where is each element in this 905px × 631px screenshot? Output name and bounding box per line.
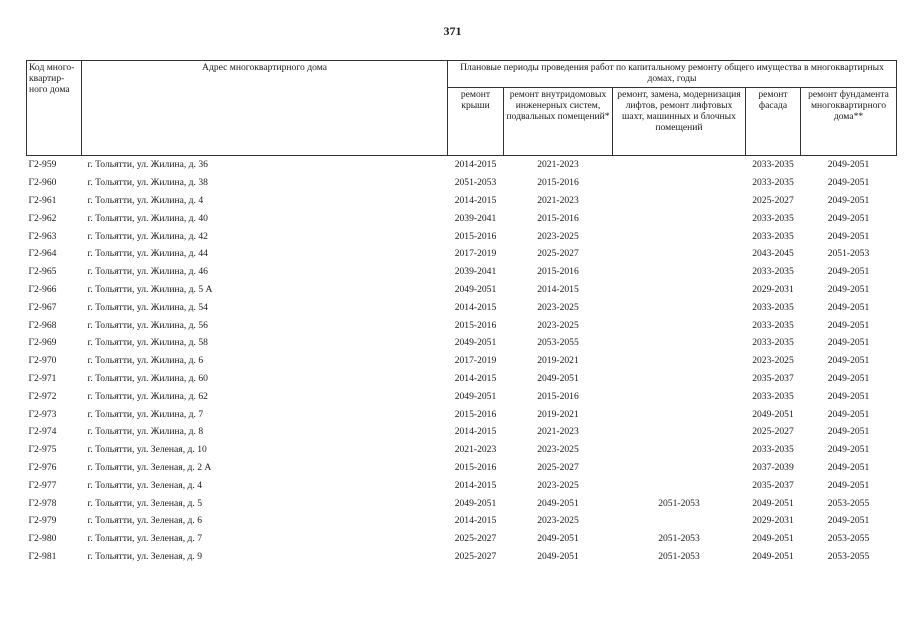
header-foundation: ремонт фундамента многоквартирного дома**: [801, 88, 897, 156]
elevator-period-cell: 2051-2053: [658, 497, 700, 509]
table-row: [27, 281, 897, 299]
house-code-cell: Г2-968: [28, 319, 57, 331]
engineering-period-cell: 2021-2023: [537, 194, 579, 206]
table-row: [27, 227, 897, 245]
foundation-period-cell: 2053-2055: [827, 497, 870, 509]
elevator-period-cell: [613, 512, 746, 530]
header-address: Адрес многоквартирного дома: [82, 61, 448, 156]
house-code-cell: Г2-961: [28, 194, 57, 206]
elevator-period-cell: [613, 370, 746, 388]
foundation-period-cell: 2049-2051: [827, 444, 870, 456]
facade-period-cell: 2033-2035: [752, 390, 794, 402]
facade-period-cell: 2049-2051: [752, 533, 794, 545]
house-code-cell: Г2-969: [28, 337, 57, 349]
roof-period-cell: 2015-2016: [454, 230, 497, 242]
house-code-cell: Г2-976: [28, 461, 57, 473]
address-cell: г. Тольятти, ул. Жилина, д. 8: [87, 426, 204, 438]
table-row: [27, 548, 897, 566]
facade-period-cell: 2049-2051: [752, 550, 794, 562]
foundation-period-cell: 2049-2051: [827, 283, 870, 295]
house-code-cell: Г2-974: [28, 426, 57, 438]
table-row: [27, 334, 897, 352]
elevator-period-cell: [613, 281, 746, 299]
table-row: [27, 441, 897, 459]
foundation-period-cell: 2049-2051: [827, 230, 870, 242]
table-row: [27, 298, 897, 316]
facade-period-cell: 2033-2035: [752, 177, 794, 189]
engineering-period-cell: 2014-2015: [537, 283, 579, 295]
roof-period-cell: 2017-2019: [454, 355, 497, 367]
elevator-period-cell: 2051-2053: [658, 550, 700, 562]
address-cell: г. Тольятти, ул. Жилина, д. 5 А: [87, 283, 213, 295]
roof-period-cell: 2049-2051: [454, 337, 497, 349]
elevator-period-cell: [613, 209, 746, 227]
roof-period-cell: 2049-2051: [454, 497, 497, 509]
header-code: Код много-квартир-ного дома: [27, 61, 82, 156]
address-cell: г. Тольятти, ул. Жилина, д. 46: [87, 266, 208, 278]
house-code-cell: Г2-964: [28, 248, 57, 260]
address-cell: г. Тольятти, ул. Жилина, д. 6: [87, 355, 204, 367]
roof-period-cell: 2014-2015: [454, 426, 497, 438]
facade-period-cell: 2029-2031: [752, 283, 794, 295]
roof-period-cell: 2039-2041: [454, 212, 497, 224]
table-row: [27, 209, 897, 227]
house-code-cell: Г2-966: [28, 283, 57, 295]
house-code-cell: Г2-962: [28, 212, 57, 224]
address-cell: г. Тольятти, ул. Жилина, д. 56: [87, 319, 208, 331]
foundation-period-cell: 2053-2055: [827, 533, 870, 545]
header-facade: ремонт фасада: [746, 88, 801, 156]
house-code-cell: Г2-965: [28, 266, 57, 278]
table-body: [27, 156, 897, 566]
engineering-period-cell: 2023-2025: [537, 444, 579, 456]
elevator-period-cell: [613, 423, 746, 441]
address-cell: г. Тольятти, ул. Жилина, д. 60: [87, 372, 208, 384]
foundation-period-cell: 2049-2051: [827, 515, 870, 527]
address-cell: г. Тольятти, ул. Жилина, д. 38: [87, 177, 208, 189]
foundation-period-cell: 2049-2051: [801, 156, 897, 174]
address-cell: г. Тольятти, ул. Жилина, д. 62: [87, 390, 208, 402]
roof-period-cell: 2051-2053: [454, 177, 497, 189]
facade-period-cell: 2025-2027: [752, 426, 794, 438]
table-row: [27, 316, 897, 334]
table-row: [27, 459, 897, 477]
elevator-period-cell: [613, 459, 746, 477]
engineering-period-cell: 2025-2027: [537, 461, 579, 473]
house-code-cell: Г2-959: [27, 156, 82, 174]
house-code-cell: Г2-975: [28, 444, 57, 456]
foundation-period-cell: 2049-2051: [827, 177, 870, 189]
header-elevator: ремонт, замена, модернизация лифтов, ремонт лифтовых шахт, машинных и блочных помещений: [613, 88, 746, 156]
foundation-period-cell: 2053-2055: [827, 550, 870, 562]
repair-schedule-table: [26, 60, 897, 565]
foundation-period-cell: 2049-2051: [827, 390, 870, 402]
facade-period-cell: 2023-2025: [752, 355, 794, 367]
elevator-period-cell: [613, 405, 746, 423]
foundation-period-cell: 2049-2051: [827, 479, 870, 491]
facade-period-cell: 2035-2037: [752, 372, 794, 384]
house-code-cell: Г2-971: [28, 372, 57, 384]
house-code-cell: Г2-960: [28, 177, 57, 189]
table-row: [27, 405, 897, 423]
foundation-period-cell: 2049-2051: [827, 461, 870, 473]
roof-period-cell: 2049-2051: [454, 283, 497, 295]
elevator-period-cell: 2051-2053: [658, 533, 700, 545]
house-code-cell: Г2-981: [28, 550, 57, 562]
engineering-period-cell: 2049-2051: [537, 372, 579, 384]
address-cell: г. Тольятти, ул. Жилина, д. 7: [87, 408, 204, 420]
foundation-period-cell: 2049-2051: [827, 426, 870, 438]
house-code-cell: Г2-963: [28, 230, 57, 242]
roof-period-cell: 2014-2015: [454, 479, 497, 491]
elevator-period-cell: [613, 476, 746, 494]
house-code-cell: Г2-977: [28, 479, 57, 491]
foundation-period-cell: 2049-2051: [827, 355, 870, 367]
roof-period-cell: 2014-2015: [454, 515, 497, 527]
elevator-period-cell: [613, 174, 746, 192]
address-cell: г. Тольятти, ул. Жилина, д. 44: [87, 248, 208, 260]
house-code-cell: Г2-970: [28, 355, 57, 367]
facade-period-cell: 2033-2035: [752, 337, 794, 349]
engineering-period-cell: 2021-2023: [504, 156, 613, 174]
elevator-period-cell: [613, 316, 746, 334]
address-cell: г. Тольятти, ул. Жилина, д. 4: [87, 194, 204, 206]
elevator-period-cell: [613, 156, 746, 174]
house-code-cell: Г2-978: [28, 497, 57, 509]
foundation-period-cell: 2049-2051: [827, 301, 870, 313]
facade-period-cell: 2043-2045: [752, 248, 794, 260]
engineering-period-cell: 2049-2051: [537, 533, 579, 545]
elevator-period-cell: [613, 352, 746, 370]
elevator-period-cell: [613, 245, 746, 263]
address-cell: г. Тольятти, ул. Зеленая, д. 5: [87, 497, 202, 509]
table-row: [27, 245, 897, 263]
table-row: [27, 263, 897, 281]
roof-period-cell: 2017-2019: [454, 248, 497, 260]
elevator-period-cell: [613, 192, 746, 210]
table-row: [27, 156, 897, 174]
header-row-top: [27, 61, 897, 88]
house-code-cell: Г2-980: [28, 533, 57, 545]
table-row: [27, 423, 897, 441]
roof-period-cell: 2025-2027: [454, 550, 497, 562]
roof-period-cell: 2021-2023: [454, 444, 497, 456]
table-row: [27, 494, 897, 512]
address-cell: г. Тольятти, ул. Жилина, д. 40: [87, 212, 208, 224]
table-row: [27, 530, 897, 548]
elevator-period-cell: [613, 263, 746, 281]
elevator-period-cell: [613, 334, 746, 352]
header-roof: ремонт крыши: [448, 88, 504, 156]
foundation-period-cell: 2049-2051: [827, 408, 870, 420]
address-cell: г. Тольятти, ул. Зеленая, д. 10: [87, 444, 207, 456]
roof-period-cell: 2014-2015: [454, 194, 497, 206]
roof-period-cell: 2015-2016: [454, 319, 497, 331]
engineering-period-cell: 2049-2051: [537, 497, 579, 509]
address-cell: г. Тольятти, ул. Зеленая, д. 4: [87, 479, 202, 491]
address-cell: г. Тольятти, ул. Жилина, д. 58: [87, 337, 208, 349]
foundation-period-cell: 2049-2051: [827, 372, 870, 384]
roof-period-cell: 2014-2015: [454, 372, 497, 384]
elevator-period-cell: [613, 441, 746, 459]
house-code-cell: Г2-979: [28, 515, 57, 527]
foundation-period-cell: 2051-2053: [827, 248, 870, 260]
foundation-period-cell: 2049-2051: [827, 319, 870, 331]
facade-period-cell: 2035-2037: [752, 479, 794, 491]
elevator-period-cell: [613, 387, 746, 405]
engineering-period-cell: 2023-2025: [537, 301, 579, 313]
facade-period-cell: 2037-2039: [752, 461, 794, 473]
table-row: [27, 387, 897, 405]
elevator-period-cell: [613, 227, 746, 245]
foundation-period-cell: 2049-2051: [827, 266, 870, 278]
engineering-period-cell: 2015-2016: [537, 212, 579, 224]
table-row: [27, 370, 897, 388]
facade-period-cell: 2033-2035: [752, 444, 794, 456]
roof-period-cell: 2039-2041: [454, 266, 497, 278]
engineering-period-cell: 2023-2025: [537, 515, 579, 527]
engineering-period-cell: 2025-2027: [537, 248, 579, 260]
table-row: [27, 352, 897, 370]
table-row: [27, 512, 897, 530]
facade-period-cell: 2049-2051: [752, 497, 794, 509]
roof-period-cell: 2014-2015: [448, 156, 504, 174]
engineering-period-cell: 2015-2016: [537, 390, 579, 402]
roof-period-cell: 2014-2015: [454, 301, 497, 313]
facade-period-cell: 2033-2035: [752, 212, 794, 224]
address-cell: г. Тольятти, ул. Зеленая, д. 7: [87, 533, 202, 545]
facade-period-cell: 2033-2035: [752, 301, 794, 313]
engineering-period-cell: 2049-2051: [537, 550, 579, 562]
facade-period-cell: 2033-2035: [746, 156, 801, 174]
engineering-period-cell: 2015-2016: [537, 177, 579, 189]
address-cell: г. Тольятти, ул. Зеленая, д. 6: [87, 515, 202, 527]
roof-period-cell: 2025-2027: [454, 533, 497, 545]
address-cell: г. Тольятти, ул. Зеленая, д. 2 А: [87, 461, 212, 473]
facade-period-cell: 2033-2035: [752, 266, 794, 278]
table-row: [27, 174, 897, 192]
engineering-period-cell: 2053-2055: [537, 337, 579, 349]
foundation-period-cell: 2049-2051: [827, 337, 870, 349]
house-code-cell: Г2-967: [28, 301, 57, 313]
foundation-period-cell: 2049-2051: [827, 194, 870, 206]
foundation-period-cell: 2049-2051: [827, 212, 870, 224]
roof-period-cell: 2049-2051: [454, 390, 497, 402]
header-engineering: ремонт внутридомовых инженерных систем, подвальных помещений*: [504, 88, 613, 156]
engineering-period-cell: 2023-2025: [537, 230, 579, 242]
header-periods-group: Плановые периоды проведения работ по капитальному ремонту общего имущества в многоквартирных домах, годы: [448, 61, 897, 88]
engineering-period-cell: 2021-2023: [537, 426, 579, 438]
engineering-period-cell: 2019-2021: [537, 355, 579, 367]
engineering-period-cell: 2015-2016: [537, 266, 579, 278]
facade-period-cell: 2029-2031: [752, 515, 794, 527]
roof-period-cell: 2015-2016: [454, 461, 497, 473]
table-row: [27, 476, 897, 494]
address-cell: г. Тольятти, ул. Жилина, д. 54: [87, 301, 208, 313]
engineering-period-cell: 2023-2025: [537, 319, 579, 331]
facade-period-cell: 2025-2027: [752, 194, 794, 206]
facade-period-cell: 2033-2035: [752, 230, 794, 242]
engineering-period-cell: 2019-2021: [537, 408, 579, 420]
address-cell: г. Тольятти, ул. Зеленая, д. 9: [87, 550, 202, 562]
facade-period-cell: 2049-2051: [752, 408, 794, 420]
engineering-period-cell: 2023-2025: [537, 479, 579, 491]
table-row: [27, 192, 897, 210]
house-code-cell: Г2-972: [28, 390, 57, 402]
address-cell: г. Тольятти, ул. Жилина, д. 42: [87, 230, 208, 242]
facade-period-cell: 2033-2035: [752, 319, 794, 331]
roof-period-cell: 2015-2016: [454, 408, 497, 420]
address-cell: г. Тольятти, ул. Жилина, д. 36: [82, 156, 448, 174]
page-number: 371: [443, 24, 462, 38]
elevator-period-cell: [613, 298, 746, 316]
house-code-cell: Г2-973: [28, 408, 57, 420]
